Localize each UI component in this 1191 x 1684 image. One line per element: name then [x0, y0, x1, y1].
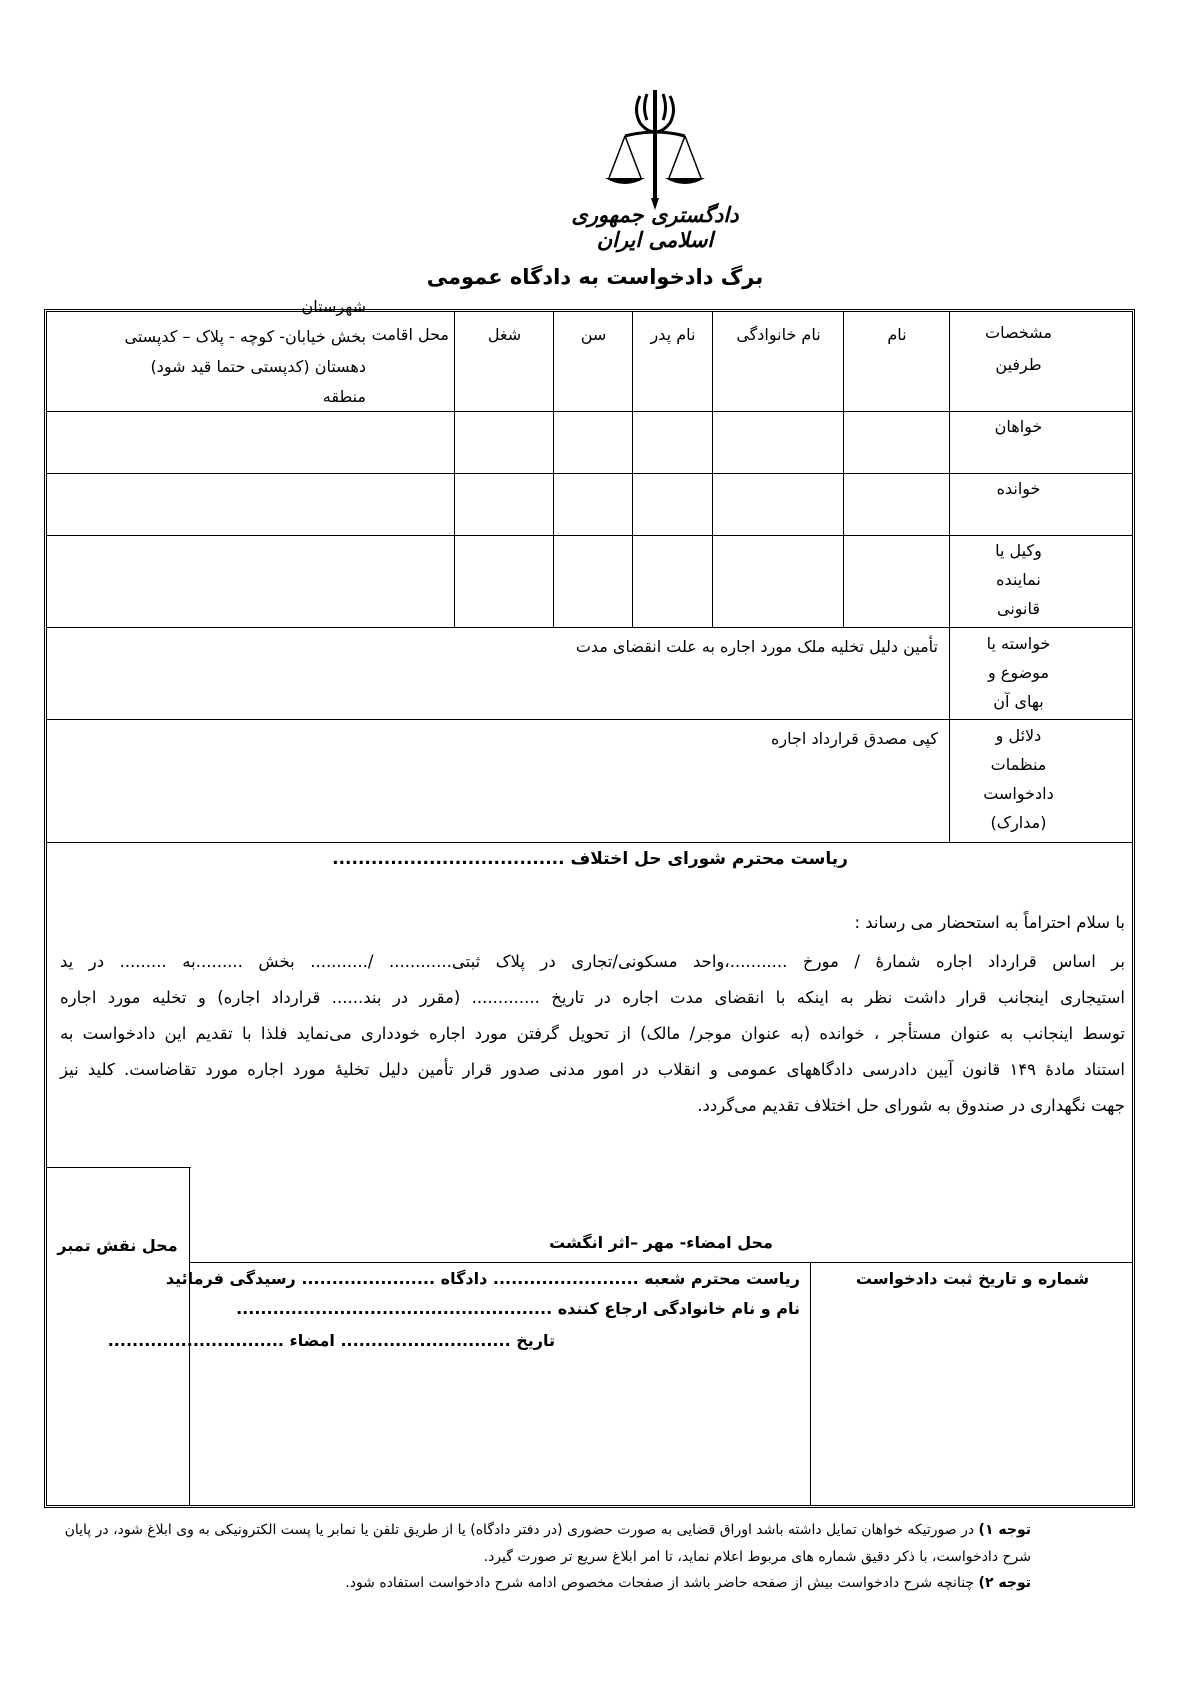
claim-label-line2: موضوع و — [987, 663, 1050, 682]
column-divider — [632, 311, 633, 627]
body-salutation: با سلام احتراماً به استحضار می رساند : — [854, 913, 1125, 932]
row-label-plaintiff: خواهان — [994, 417, 1043, 436]
note-1-label: توجه ۱) — [978, 1522, 1031, 1538]
form-title: برگ دادخواست به دادگاه عمومی — [426, 265, 764, 289]
residence-region: منطقه — [322, 387, 366, 406]
row-label-attorney-line1: وکیل یا — [995, 541, 1042, 560]
column-divider — [553, 311, 554, 627]
note-1-line-2: شرح دادخواست، با ذکر دقیق شماره های مربوط اعلام نماید، تا امر ابلاغ سریع تر صورت گیرد. — [483, 1549, 1031, 1565]
iran-emblem-icon — [595, 88, 715, 218]
claim-label-line3: بهای آن — [993, 692, 1044, 711]
header-parties-line1: مشخصات — [985, 323, 1052, 342]
note-2 — [345, 1571, 1031, 1595]
column-header-family-name: نام خانوادگی — [736, 325, 821, 344]
residence-city: شهرستان — [301, 297, 366, 316]
referral-line-2: نام و نام خانوادگی ارجاع کننده .................................................... — [236, 1299, 800, 1318]
column-divider — [949, 311, 950, 842]
evidence-label-line4: (مدارک) — [990, 813, 1047, 832]
body-paragraph-line: جهت نگهداری در صندوق به شورای حل اختلاف تقدیم می‌گردد. — [697, 1096, 1125, 1115]
stamp-box-top — [46, 1167, 191, 1168]
note-2-label: توجه ۲) — [978, 1575, 1031, 1591]
header-parties-line2: طرفین — [995, 355, 1042, 374]
signature-place: محل امضاء- مهر –اثر انگشت — [549, 1233, 773, 1252]
claim-value: تأمین دلیل تخلیه ملک مورد اجاره به علت انقضای مدت — [575, 637, 938, 656]
referral-line-3: تاریخ ............................ امضاء ............................. — [107, 1331, 555, 1350]
note-1-line-1 — [65, 1518, 1031, 1542]
footer-column-divider — [810, 1262, 811, 1506]
note-1-text: در صورتیکه خواهان تمایل داشته باشد اوراق قضایی به صورت حضوری (در دفتر دادگاه) یا از طریق تلفن یا نمابر یا پست الکترونیکی به وی ابلاغ شود، در پایان — [64, 1522, 975, 1538]
column-header-age: سن — [580, 325, 607, 344]
row-label-attorney-line3: قانونی — [996, 599, 1041, 618]
referral-line-1: ریاست محترم شعبه ........................ دادگاه ...................... رسیدگی فرمائید — [165, 1269, 800, 1288]
evidence-label-line2: منظمات — [990, 755, 1047, 774]
court-name: دادگستری جمهوری اسلامی ایران — [571, 202, 739, 252]
row-label-attorney-line2: نماینده — [996, 570, 1041, 589]
column-header-name: نام — [887, 325, 907, 344]
stamp-place: محل نقش تمبر — [57, 1236, 178, 1255]
body-paragraph-line: استیجاری اینجانب قرار داشت نظر به اینکه با انقضای مدت اجاره در تاریخ ............. (مقرر در بند...... قرارداد اجاره) و تخلیه مورد اجاره — [60, 988, 1125, 1007]
evidence-value: کپی مصدق قرارداد اجاره — [771, 729, 938, 748]
registration-label: شماره و تاریخ ثبت دادخواست — [855, 1269, 1090, 1288]
footer-divider — [189, 1262, 1133, 1263]
column-header-residence: محل اقامت — [371, 325, 449, 344]
column-header-occupation: شغل — [487, 325, 522, 344]
evidence-label-line3: دادخواست — [983, 784, 1054, 803]
residence-address: بخش خیابان- کوچه - پلاک – کدپستی — [124, 327, 366, 346]
body-paragraph-line: استناد مادهٔ ۱۴۹ قانون آیین دادرسی دادگاههای عمومی و انقلاب در امور مدنی صدور قرار تأمین دلیل تخلیهٔ مورد اجاره مورد تقاضاست. کلید نیز — [60, 1060, 1125, 1079]
table-row-divider — [46, 719, 1133, 720]
note-2-text: چنانچه شرح دادخواست بیش از صفحه حاضر باشد از صفحات مخصوص ادامه شرح دادخواست استفاده شود. — [345, 1575, 975, 1591]
body-paragraph-line: توسط اینجانب به عنوان مستأجر ، خوانده (به عنوان موجر/ مالک) از تحویل گرفتن مورد اجاره خودداری می‌نماید فلذا با تقدیم این دادخواست به — [60, 1024, 1125, 1043]
column-header-father-name: نام پدر — [650, 325, 696, 344]
body-heading: ریاست محترم شورای حل اختلاف .................................... — [332, 849, 848, 869]
body-paragraph-line: بر اساس قرارداد اجاره شمارهٔ / مورخ ...........،واحد مسکونی/تجاری در پلاک ثبتی............ /........... بخش .........به ......... در ید — [60, 952, 1125, 971]
row-label-defendant: خوانده — [996, 479, 1041, 498]
evidence-label-line1: دلائل و — [995, 726, 1042, 745]
table-row-divider — [46, 627, 1133, 628]
table-row-divider — [46, 842, 1133, 843]
claim-label-line1: خواسته یا — [986, 634, 1051, 653]
column-divider — [843, 311, 844, 627]
column-divider — [454, 311, 455, 627]
column-divider — [712, 311, 713, 627]
residence-postal: دهستان (کدپستی حتما قید شود) — [150, 357, 366, 376]
